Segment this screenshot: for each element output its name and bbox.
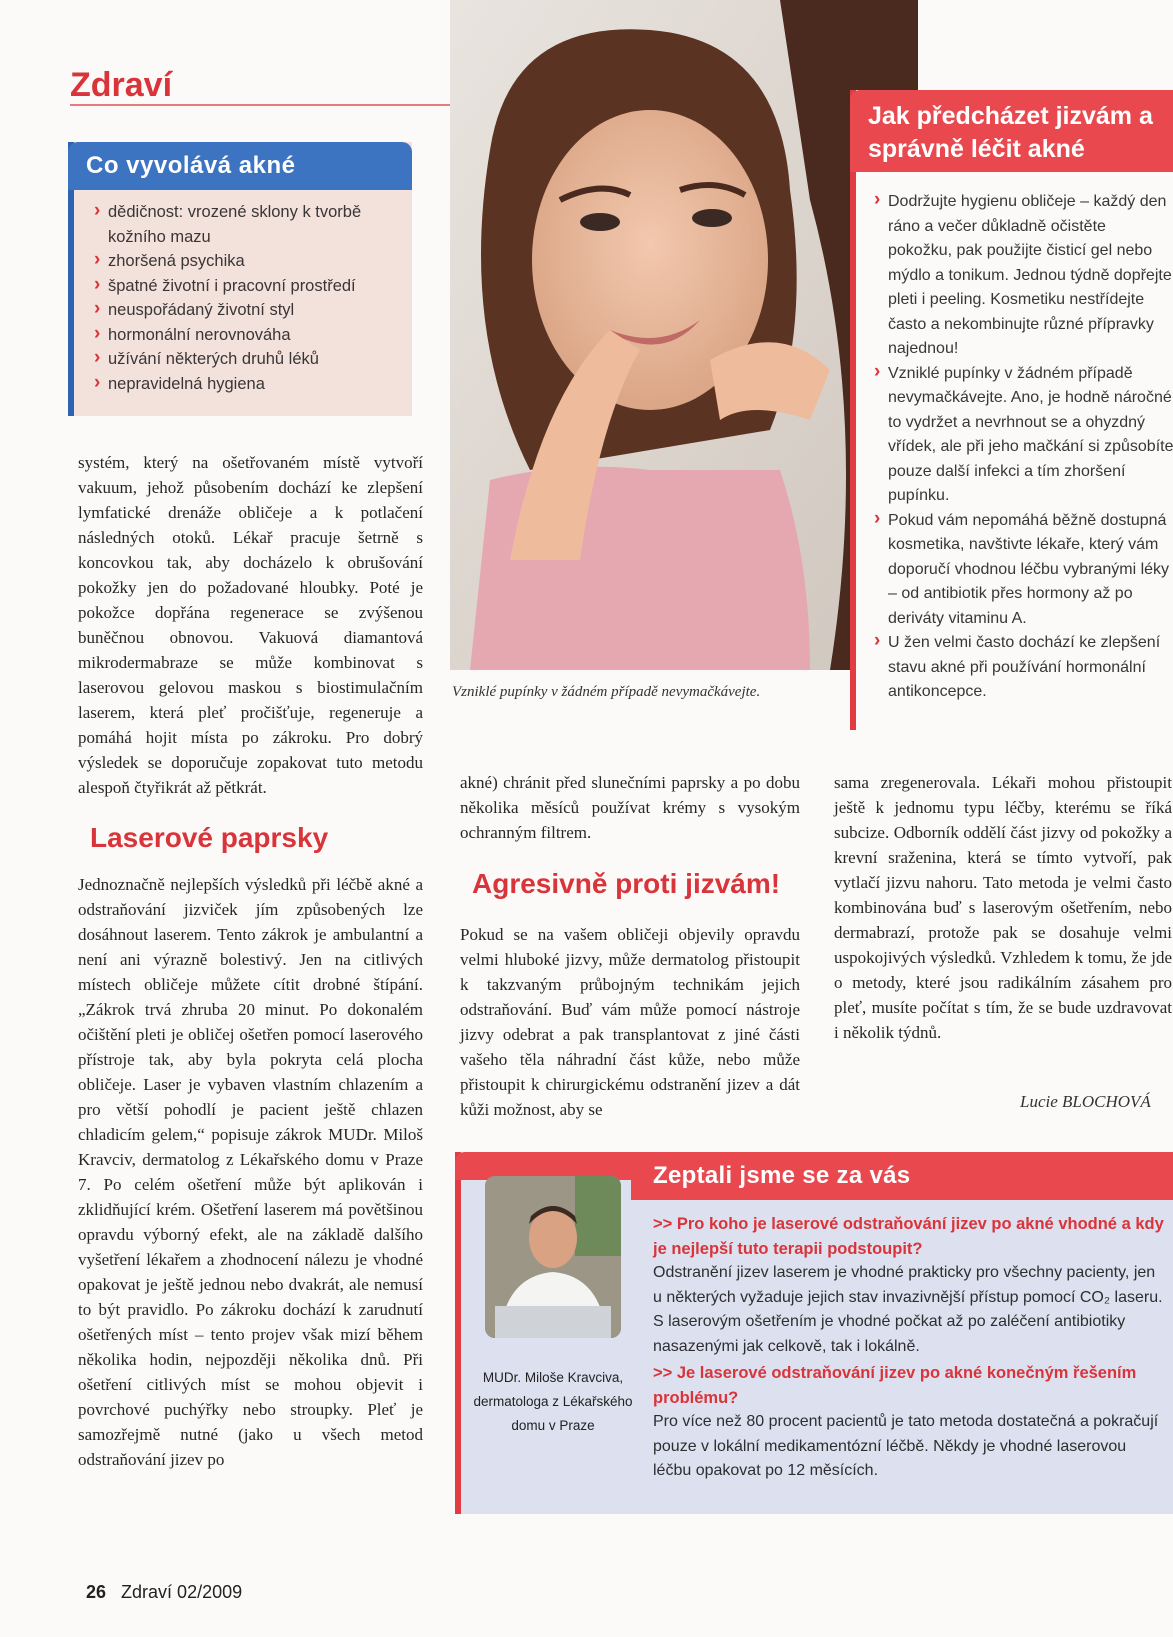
list-item: › špatné životní i pracovní prostředí <box>94 274 404 299</box>
section-title: Zdraví <box>70 66 173 104</box>
interview-question: >> Je laserové odstraňování jizev po akné konečným řešením problému? <box>653 1364 1137 1407</box>
woman-photo-illustration <box>450 0 918 670</box>
tips-title: Jak předcházet jizvám a správně léčit akné <box>850 90 1173 172</box>
body-text-col1-bottom: Jednoznačně nejlepších výsledků při léčbě akné a odstraňování jizviček jím způsobených lze dosáhnout laserem. Tento zákrok je ambulantní a není ani výrazně bolestivý. Jen na citlivých místech obličeje můžete cítit drobné štípání. „Zákrok trvá zhruba 20 minut. Po dokonalém očištění pleti je obličej ošetřen pomocí laserového přístroje tak, aby byla pokryta celá plocha obličeje. Laser je vybaven vlastním chlazením a pro větší pohodlí je pacient ještě chlazen chladicím gelem,“ popisuje zákrok MUDr. Miloš Kravciv, dermatolog z Lékařského domu v Praze 7. Po celém ošetření může být aplikován i zklidňující krém. Ošetření laserem má povětšinou opravdu výborný efekt, ale na základě dalšího vyšetření lékařem a zhodnocení nálezu je vhodné opakovat je ještě jednou nebo dvakrát, ale nemusí to být pravidlo. Po zákroku dochází k zarudnutí ošetřených míst – tento projev však mizí během několika hodin, nejpozději několika dnů. Při ošetření citlivých míst se mohou objevit i povrchové puchýřky nebo stroupky. Pleť je samozřejmě nutné (jako u všech metod odstraňování jizev po <box>78 875 423 1469</box>
doctor-photo-illustration <box>485 1176 621 1338</box>
list-item: › Pokud vám nepomáhá běžně dostupná kosmetika, navštivte lékaře, který vám doporučí vhodnou léčbu vybranými léky – od antibiotik přes hormony až po deriváty vitaminu A. <box>874 509 1173 632</box>
body-text-col2-top: akné) chránit před slunečními paprsky a po dobu několika měsíců používat krémy s vysokým ochranným filtrem. <box>460 773 800 842</box>
interview-answer: Pro více než 80 procent pacientů je tato metoda dostatečná a pokračují pouze v lokální medikamentózní léčbě. Někdy je vhodné laserovou léčbu opakovat po 12 měsících. <box>653 1413 1159 1479</box>
photo-caption: Vzniklé pupínky v žádném případě nevymačkávejte. <box>452 684 761 700</box>
list-item: › užívání některých druhů léků <box>94 347 404 372</box>
interview-answer: Odstranění jizev laserem je vhodné prakticky pro všechny pacienty, jen u některých vyžaduje jejich stav invazivnější přístup pomocí CO₂ laseru. S laserovým ošetřením je vhodné počkat až po zaléčení antibiotiky nasazenými jak celkově, tak i lokálně. <box>653 1264 1163 1355</box>
tips-list <box>874 190 1173 705</box>
aggressive-heading: Agresivně proti jizvám! <box>472 868 781 899</box>
body-text-col1-top: systém, který na ošetřovaném místě vytvoří vakuum, jehož působením dochází ke zlepšení lymfatické drenáže obličeje a k potlačení následných otoků. Lékař pracuje šetrně s koncovkou tak, aby docházelo k obrušování pokožky jen do požadované hloubky. Poté je pokožce dopřána regenerace se zvýšenou buněčnou obnovou. Vakuová diamantová mikrodermabraze se může kombinovat s laserovou gelovou maskou s biostimulačním laserem, která pleť pročišťuje, regeneruje a pomáhá hojit místa po zákroku. Pro dobrý výsledek se doporučuje zopakovat tuto metodu alespoň čtyřikrát až pětkrát. <box>78 453 423 797</box>
body-text-col2-bottom: Pokud se na vašem obličeji objevily opravdu velmi hluboké jizvy, může dermatolog přistoupit k takzvaným průbojným technikám jejich odstraňování. Buď vám může pomocí nástroje jizvy odebrat a pak transplantovat z jiné části vašeho těla náhradní část kůže, nebo může přistoupit k chirurgickému odstranění jizev a dát kůži možnost, aby se <box>460 925 800 1119</box>
list-item: › zhoršená psychika <box>94 249 404 274</box>
interview-question: >> Pro koho je laserové odstraňování jizev po akné vhodné a kdy je nejlepší tuto terapii podstoupit? <box>653 1215 1164 1258</box>
interview-box <box>455 1152 1173 1514</box>
list-item: › neuspořádaný životní styl <box>94 298 404 323</box>
page-footer <box>86 1582 242 1603</box>
list-item: › U žen velmi často dochází ke zlepšení stavu akné při používání hormonální antikoncepce. <box>874 631 1173 705</box>
section-divider <box>70 104 450 106</box>
body-text-col3: sama zregenerovala. Lékaři mohou přistoupit ještě k jednomu typu léčby, kterému se říká subcize. Odborník oddělí část jizvy od pokožky a krevní sraženina, která se tímto vytvoří, pak vytlačí jizvu nahoru. Tato metoda je velmi často kombinována buď s laserovým ošetřením, nebo dermabrazí, protože pak se dosahuje velmi uspokojivých výsledků. Vzhledem k tomu, že jde o metody, které jsou radikálním zásahem pro pleť, musíte počítat s tím, že se bude uzdravovat i několik týdnů. <box>834 773 1172 1042</box>
magazine-issue: Zdraví 02/2009 <box>121 1582 243 1602</box>
doctor-photo <box>485 1176 621 1338</box>
laser-heading: Laserové paprsky <box>90 822 329 853</box>
tips-box <box>850 90 1173 730</box>
doctor-caption: MUDr. Miloše Kravciva, dermatologa z Lékařského domu v Praze <box>473 1370 633 1433</box>
causes-title: Co vyvolává akné <box>68 142 412 190</box>
list-item: › dědičnost: vrozené sklony k tvorbě kožního mazu <box>94 200 404 249</box>
list-item: › Dodržujte hygienu obličeje – každý den ráno a večer důkladně očistěte pokožku, pak použijte čisticí gel nebo mýdlo a tonikum. Jednou týdně dopřejte pleti i peeling. Kosmetiku nestřídejte často a nekombinujte různé přípravky najednou! <box>874 190 1173 362</box>
interview-title: Zeptali jsme se za vás <box>631 1152 1173 1200</box>
list-item: › Vzniklé pupínky v žádném případě nevymačkávejte. Ano, je hodně náročné to vydržet a nevrhnout se a ohyzdný vřídek, ale při jeho mačkání si způsobíte pouze další infekci a tím zhoršení pupínku. <box>874 362 1173 509</box>
list-item: › nepravidelná hygiena <box>94 372 404 397</box>
woman-photo <box>450 0 918 670</box>
interview-content <box>653 1212 1168 1486</box>
causes-list <box>94 200 404 396</box>
author-signature: Lucie BLOCHOVÁ <box>1020 1092 1151 1111</box>
page-number: 26 <box>86 1582 107 1602</box>
causes-box <box>68 142 412 416</box>
list-item: › hormonální nerovnováha <box>94 323 404 348</box>
